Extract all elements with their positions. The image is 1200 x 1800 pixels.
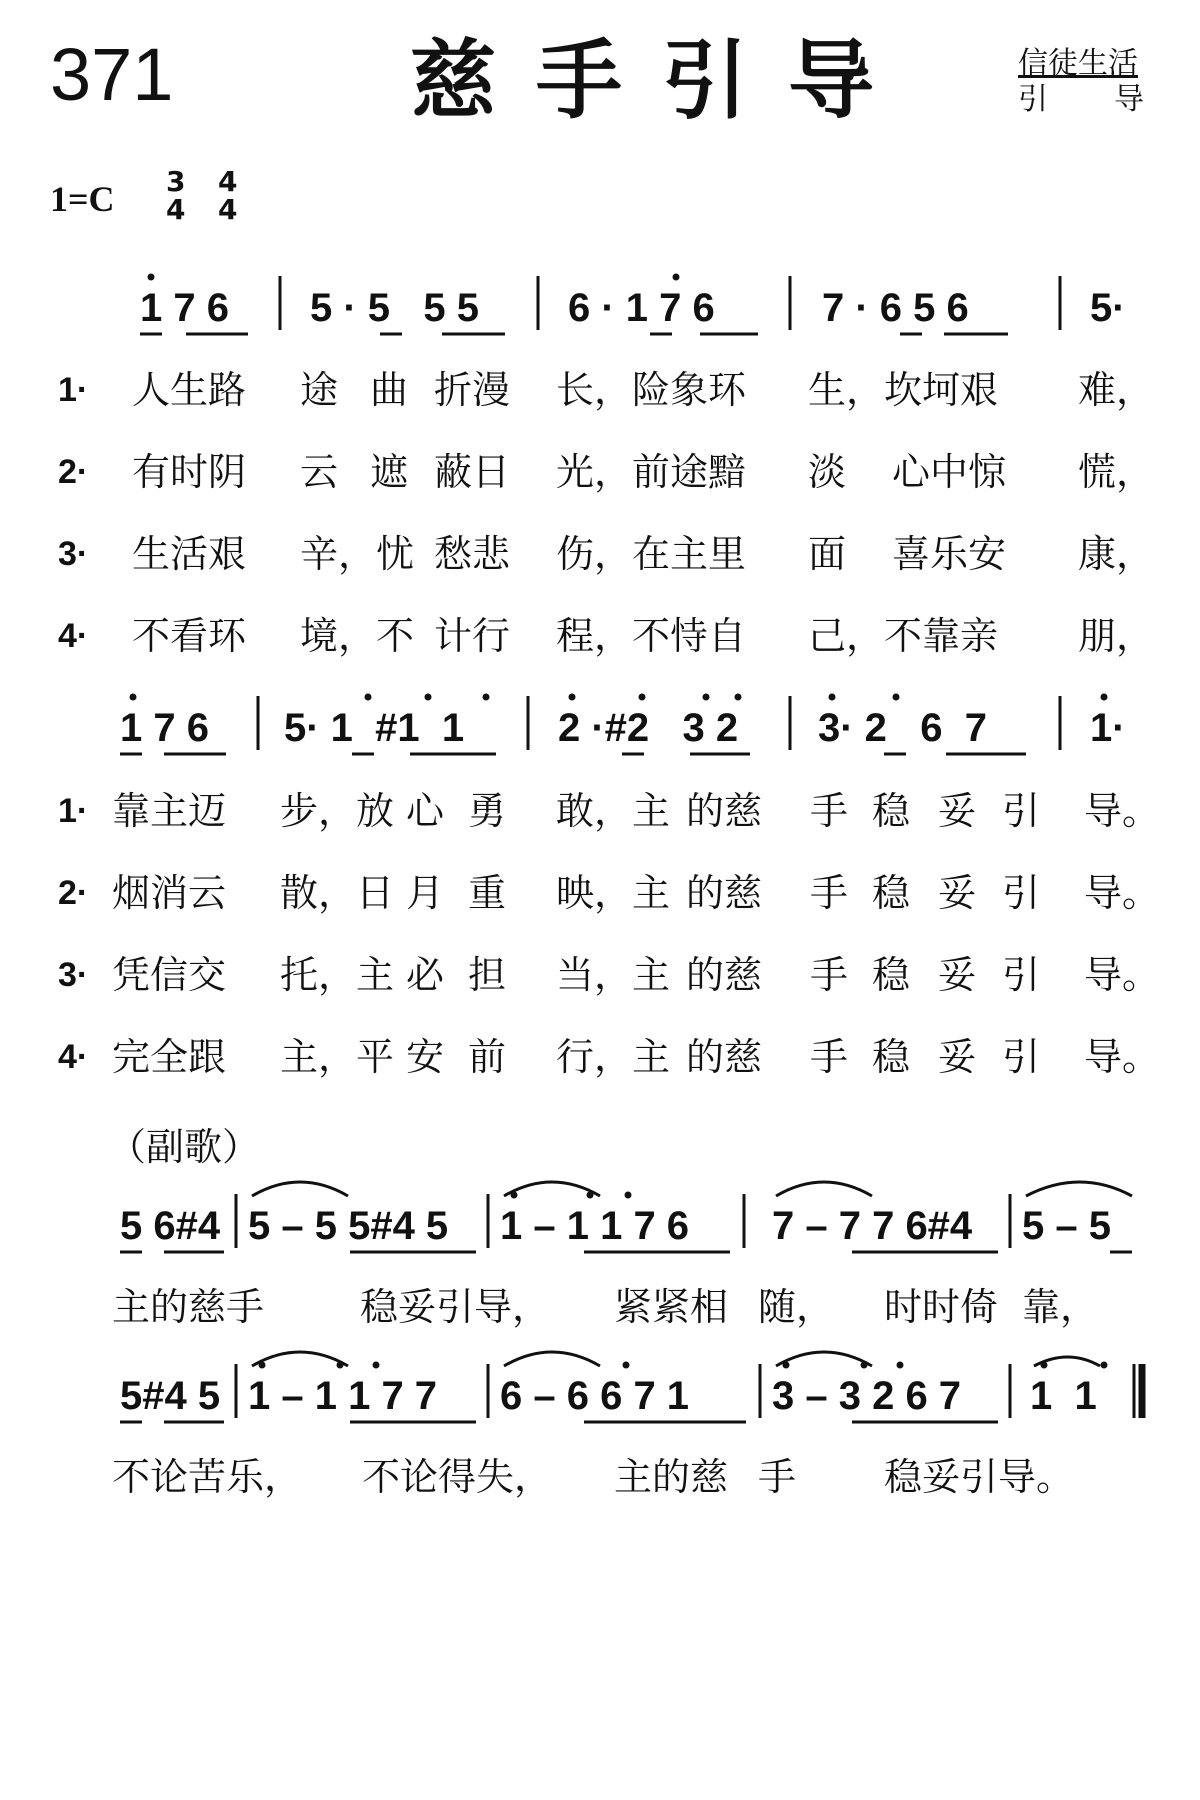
- s2-measure-3: 2 ·#2 3 2: [558, 706, 739, 750]
- verse-number: 4·: [58, 617, 89, 655]
- s2-measure-2: 5· 1 #1 1: [284, 706, 465, 750]
- lyric-seg: 稳: [872, 953, 911, 997]
- c1-measure-5: 5 – 5: [1022, 1204, 1111, 1248]
- lyric-seg: 托，主: [280, 953, 395, 997]
- lyric-seg: 难，: [1078, 368, 1155, 412]
- lyric-seg: 随，: [758, 1285, 835, 1329]
- lyric-seg: 靠主迈: [112, 789, 227, 833]
- verse-number: 1·: [58, 371, 89, 409]
- lyric-seg: 主的慈: [614, 1455, 729, 1499]
- lyric-seg: 步，放: [280, 789, 395, 833]
- lyric-seg: 途: [300, 368, 339, 412]
- lyric-seg: 计行: [434, 614, 511, 658]
- lyric-seg: 重: [468, 871, 507, 915]
- lyric-seg: 必: [406, 953, 445, 997]
- lyric-seg: 的慈: [686, 1035, 763, 1079]
- verse-number: 4·: [58, 1038, 89, 1076]
- lyric-seg: 紧紧相: [614, 1285, 729, 1329]
- lyric-seg: 妥: [938, 789, 977, 833]
- lyric-seg: 程，不恃自: [556, 614, 747, 658]
- lyric-seg: 导。: [1084, 953, 1161, 997]
- lyric-seg: 心: [406, 789, 445, 833]
- lyric-seg: 手: [758, 1455, 797, 1499]
- hymn-number: 371: [50, 33, 174, 116]
- lyric-seg: 生活艰: [132, 532, 247, 576]
- c2-measure-3: 6 – 6 6 7 1: [500, 1374, 690, 1418]
- lyric-seg: 靠，: [1022, 1285, 1099, 1329]
- lyric-seg: 导。: [1084, 871, 1161, 915]
- time2-top: 4: [218, 165, 238, 198]
- c2-measure-4: 3 – 3 2 6 7: [772, 1374, 962, 1418]
- c1-measure-3: 1 – 1 1 7 6: [500, 1204, 690, 1248]
- lyric-seg: 凭信交: [112, 953, 227, 997]
- lyric-seg: 主的慈手: [112, 1285, 265, 1329]
- s2-measure-1: 1 7 6: [120, 706, 209, 750]
- s1-measure-4: 7 · 6 5 6: [822, 286, 969, 330]
- lyric-seg: 妥: [938, 1035, 977, 1079]
- lyric-seg: 稳妥引导。: [884, 1455, 1075, 1499]
- lyric-seg: 的慈: [686, 871, 763, 915]
- lyric-seg: 主，平: [280, 1035, 395, 1079]
- time2-bottom: 4: [218, 193, 238, 226]
- lyric-seg: 妥: [938, 871, 977, 915]
- source-line-2b: 导: [1114, 82, 1144, 117]
- lyric-seg: 前: [468, 1035, 507, 1079]
- lyric-seg: 心中惊: [892, 450, 1007, 494]
- lyric-seg: 淡: [808, 450, 847, 494]
- lyric-seg: 蔽日: [434, 450, 511, 494]
- chorus-label: （副歌）: [108, 1125, 261, 1169]
- verse-number: 3·: [58, 535, 89, 573]
- lyric-seg: 敢，主: [556, 789, 671, 833]
- lyric-seg: 行，主: [556, 1035, 671, 1079]
- lyric-seg: 的慈: [686, 789, 763, 833]
- c2-measure-1: 5#4 5: [120, 1374, 221, 1418]
- lyric-seg: 手: [810, 789, 849, 833]
- lyric-seg: 朋，: [1078, 614, 1155, 658]
- lyric-seg: 手: [810, 953, 849, 997]
- s1-measure-1: 1 7 6: [140, 286, 229, 330]
- source-line-2a: 引: [1018, 82, 1048, 117]
- lyric-seg: 稳: [872, 1035, 911, 1079]
- lyric-seg: 引: [1002, 1035, 1041, 1079]
- lyric-seg: 烟消云: [112, 871, 227, 915]
- lyric-seg: 长，险象环: [556, 368, 747, 412]
- verse-number: 2·: [58, 453, 89, 491]
- lyric-seg: 人生路: [132, 368, 247, 412]
- lyric-seg: 不论得失，: [362, 1455, 553, 1499]
- c1-measure-1: 5 6#4: [120, 1204, 221, 1248]
- c2-measure-2: 1 – 1 1 7 7: [248, 1374, 438, 1418]
- lyric-seg: 伤，在主里: [556, 532, 747, 576]
- lyric-seg: 辛，忧: [300, 532, 415, 576]
- lyric-seg: 己，不靠亲: [808, 614, 999, 658]
- lyric-seg: 当，主: [556, 953, 671, 997]
- lyric-seg: 愁悲: [434, 532, 511, 576]
- lyric-seg: 遮: [370, 450, 409, 494]
- lyric-seg: 手: [810, 871, 849, 915]
- s1-measure-2: 5 · 5 5 5: [310, 286, 479, 330]
- c1-measure-4: 7 – 7 7 6#4: [772, 1204, 973, 1248]
- lyric-seg: 慌，: [1078, 450, 1155, 494]
- time1-top: 3: [166, 165, 186, 198]
- lyric-seg: 完全跟: [112, 1035, 227, 1079]
- lyric-seg: 稳: [872, 789, 911, 833]
- verse-number: 2·: [58, 874, 89, 912]
- lyric-seg: 导。: [1084, 1035, 1161, 1079]
- lyric-seg: 折漫: [434, 368, 511, 412]
- lyric-seg: 生，坎坷艰: [808, 368, 999, 412]
- lyric-seg: 手: [810, 1035, 849, 1079]
- verse-number: 1·: [58, 792, 89, 830]
- time1-bottom: 4: [166, 193, 186, 226]
- lyric-seg: 稳妥引导，: [360, 1285, 551, 1329]
- s1-measure-3: 6 · 1 7 6: [568, 286, 715, 330]
- lyric-seg: 勇: [468, 789, 507, 833]
- lyric-seg: 散，日: [280, 871, 395, 915]
- s2-measure-5: 1·: [1090, 706, 1126, 750]
- lyric-seg: 引: [1002, 953, 1041, 997]
- lyric-seg: 境，不: [300, 614, 415, 658]
- source-line-1: 信徒生活: [1018, 46, 1138, 81]
- lyric-seg: 引: [1002, 871, 1041, 915]
- lyric-seg: 的慈: [686, 953, 763, 997]
- lyric-seg: 曲: [370, 368, 409, 412]
- lyric-seg: 妥: [938, 953, 977, 997]
- lyric-seg: 有时阴: [132, 450, 247, 494]
- lyric-seg: 映，主: [556, 871, 671, 915]
- lyric-seg: 引: [1002, 789, 1041, 833]
- c1-measure-2: 5 – 5 5#4 5: [248, 1204, 449, 1248]
- lyric-seg: 安: [406, 1035, 445, 1079]
- lyric-seg: 担: [468, 953, 507, 997]
- lyric-seg: 不看环: [132, 614, 247, 658]
- s1-measure-5: 5·: [1090, 286, 1126, 330]
- c2-measure-5: 1 1: [1030, 1374, 1097, 1418]
- lyric-seg: 月: [406, 871, 445, 915]
- verse-number: 3·: [58, 956, 89, 994]
- lyric-seg: 稳: [872, 871, 911, 915]
- lyric-seg: 不论苦乐，: [112, 1455, 303, 1499]
- lyric-seg: 时时倚: [884, 1285, 999, 1329]
- key-signature: 1=C: [50, 179, 115, 219]
- lyric-seg: 云: [300, 450, 339, 494]
- lyric-seg: 导。: [1084, 789, 1161, 833]
- lyric-seg: 喜乐安: [892, 532, 1007, 576]
- hymn-title: 慈手引导: [410, 31, 914, 131]
- lyric-seg: 光，前途黯: [556, 450, 747, 494]
- lyric-seg: 康，: [1078, 532, 1155, 576]
- lyric-seg: 面: [808, 532, 847, 576]
- s2-measure-4: 3· 2 6 7: [818, 706, 987, 750]
